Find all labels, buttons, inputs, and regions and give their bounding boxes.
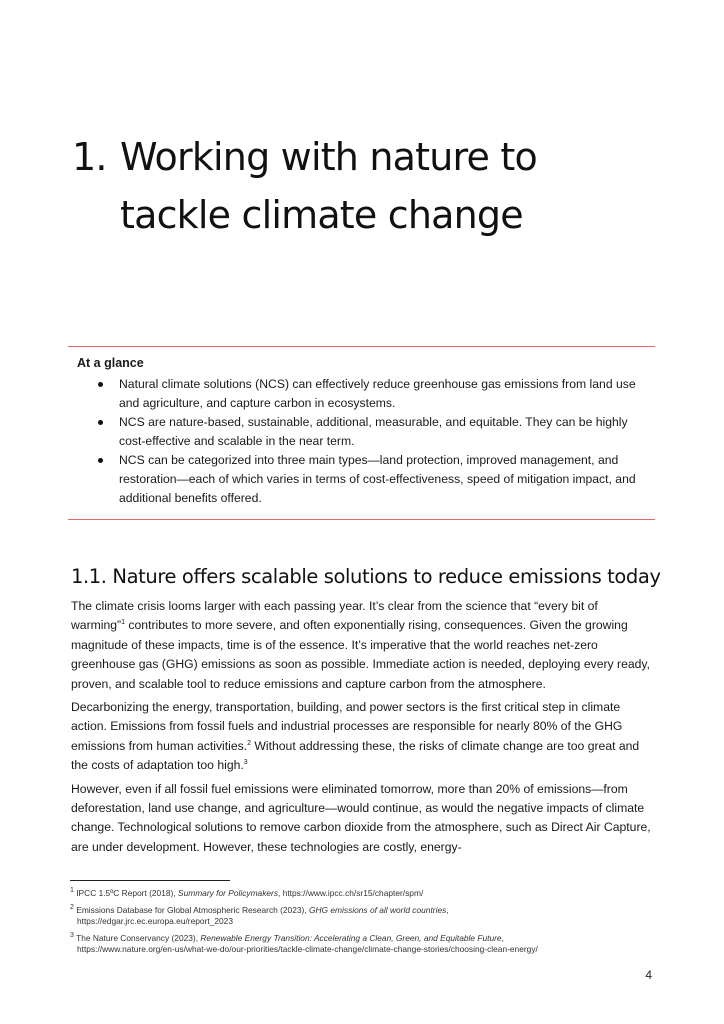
at-a-glance-heading: At a glance <box>77 356 144 370</box>
at-a-glance-box <box>68 346 655 520</box>
footnote-text: IPCC 1.5ºC Report (2018), <box>73 888 178 898</box>
paragraph-text: contributes to more severe, and often exponentially rising, consequences. Given the growing magnitude of these impacts, time is of the essence. It’s imperative that the world reaches net-zero greenhouse gas (GHG) emissions as soon as possible. Immediate action is needed, deploying every ready, proven, and scalable tool to reduce emissions and capture carbon from the atmosphere. <box>71 618 650 691</box>
bullet-icon <box>98 420 103 425</box>
glance-item-text: NCS can be categorized into three main types—land protection, improved management, and restoration—each of which varies in terms of cost-effectiveness, speed of mitigation impact, and additional benefits offered. <box>119 453 636 505</box>
glance-bullet-item <box>77 451 649 508</box>
footnote-text: , <box>501 932 504 943</box>
glance-item-text: NCS are nature-based, sustainable, additional, measurable, and equitable. They can be highly cost-effective and scalable in the near term. <box>119 415 628 448</box>
footnote-title: Renewable Energy Transition: Accelerating a Clean, Green, and Equitable Future <box>200 932 502 943</box>
footnote-ref-3[interactable]: 3 <box>243 759 248 767</box>
footnote-number: 1 <box>70 887 74 895</box>
footnote-link[interactable]: https://edgar.jrc.ec.europa.eu/report_2023 <box>77 916 233 926</box>
paragraph-text: Decarbonizing the energy, transportation, building, and power sectors is the first critical step in climate action. Emissions from fossil fuels and industrial processes are responsible for nearly 80% of the GHG emissions from human activities. <box>71 700 623 753</box>
footnote-divider <box>70 880 230 881</box>
glance-item-text: Natural climate solutions (NCS) can effectively reduce greenhouse gas emissions from land use and agriculture, and capture carbon in ecosystems. <box>119 377 636 410</box>
footnote <box>70 933 670 956</box>
footnote-link[interactable]: , https://www.ipcc.ch/sr15/chapter/spm/ <box>278 888 424 898</box>
paragraph-text: The climate crisis looms larger with each passing year. It’s clear from the science that “every bit of warming” <box>71 599 598 633</box>
chapter-title-line1: Working with nature to <box>120 135 537 179</box>
page-number: 4 <box>645 968 652 982</box>
footnote-text: The Nature Conservancy (2023), <box>73 932 201 943</box>
footnote-title: GHG emissions of all world countries <box>308 904 447 915</box>
chapter-title-line2: tackle climate change <box>120 193 523 237</box>
footnote-number: 2 <box>70 903 74 911</box>
footnotes <box>70 888 670 961</box>
paragraph-text: Without addressing these, the risks of climate change are too great and the costs of adaptation too high. <box>71 738 640 773</box>
bullet-icon <box>98 458 103 463</box>
footnote <box>70 888 670 900</box>
footnote-link[interactable]: https://www.nature.org/en-us/what-we-do/our-priorities/tackle-climate-change/climate-change-stories/choosing-clean-energy/ <box>77 944 538 954</box>
footnote <box>70 905 670 928</box>
paragraph-1 <box>71 597 651 694</box>
glance-bullet-item <box>77 413 649 451</box>
paragraph-3: However, even if all fossil fuel emissions were eliminated tomorrow, more than 20% of emissions—from deforestation, land use change, and agriculture—would continue, as would the negative impacts of climate change. Technological solutions to remove carbon dioxide from the atmosphere, such as Direct Air Capture, are under development. However, these technologies are costly, energy- <box>71 781 651 854</box>
footnote-number: 3 <box>70 931 74 939</box>
paragraph-2 <box>71 698 651 776</box>
chapter-title <box>72 128 537 244</box>
footnote-title: Summary for Policymakers <box>177 888 279 898</box>
body-text <box>71 597 651 861</box>
footnote-text: Emissions Database for Global Atmospheric Research (2023), <box>73 904 309 915</box>
bullet-icon <box>98 382 103 387</box>
footnote-ref-1[interactable]: 1 <box>121 619 126 627</box>
glance-bullet-item <box>77 375 649 413</box>
footnote-text: , <box>446 904 449 915</box>
at-a-glance-list <box>77 375 655 508</box>
footnote-ref-2[interactable]: 2 <box>247 739 252 747</box>
section-title: 1.1. Nature offers scalable solutions to reduce emissions today <box>71 565 661 588</box>
chapter-number: 1. <box>72 135 107 179</box>
